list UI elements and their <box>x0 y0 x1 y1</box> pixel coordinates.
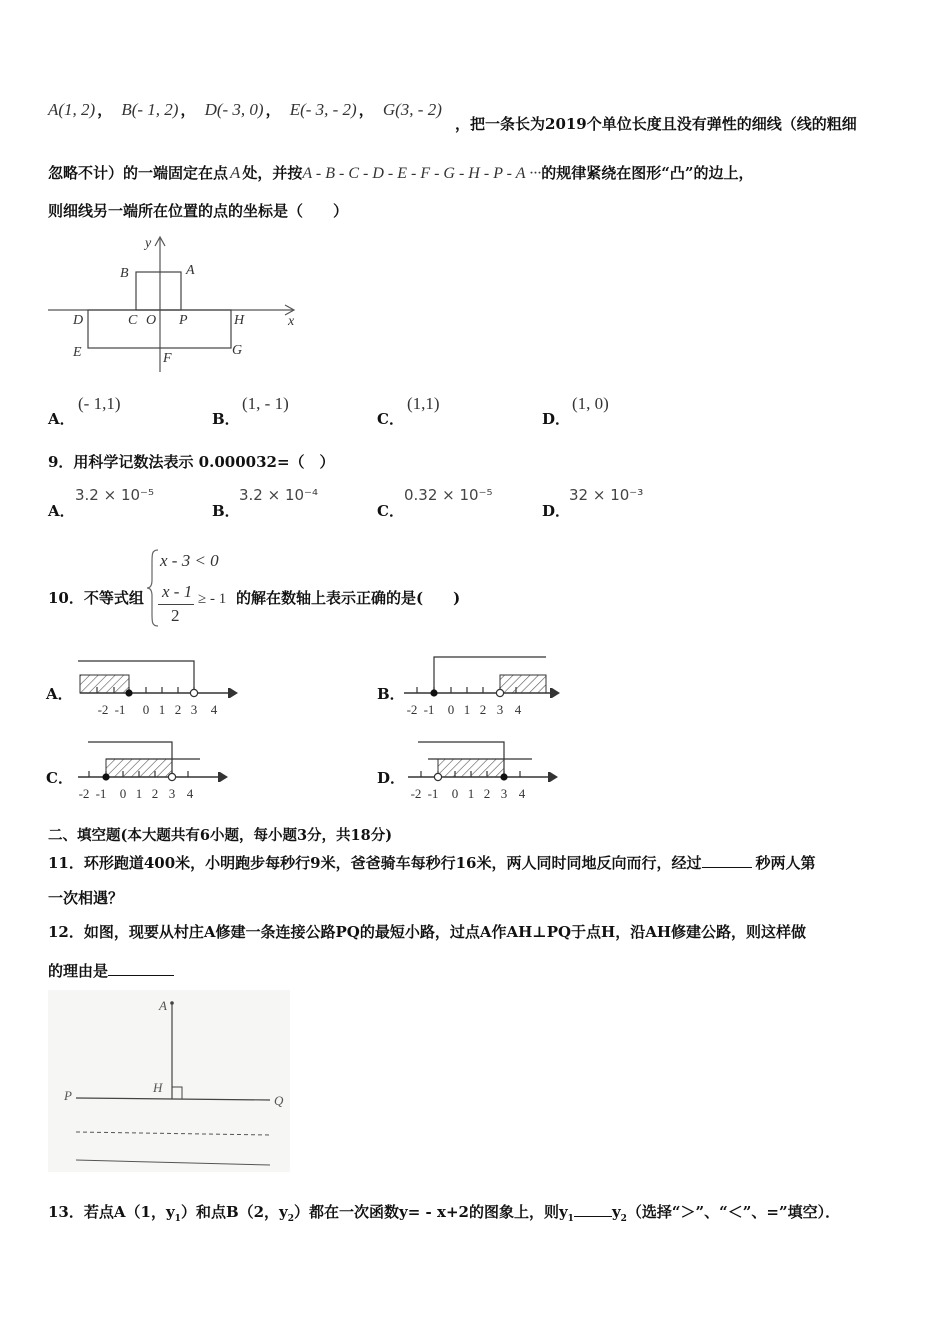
svg-text:2: 2 <box>174 702 182 717</box>
svg-text:-2: -2 <box>406 702 418 717</box>
point-D: D(- 3, 0) <box>204 100 264 119</box>
q10-frac-num: x - 1 <box>162 582 193 601</box>
label-q: Q <box>274 1093 284 1108</box>
q8-figure <box>48 230 308 380</box>
svg-text:-1: -1 <box>423 702 435 717</box>
q10-numberline-d <box>400 736 570 806</box>
label-G: G <box>232 343 243 358</box>
label-O: O <box>146 313 157 328</box>
svg-text:2: 2 <box>151 786 159 801</box>
q12-line2: 的理由是 <box>48 959 174 981</box>
q8-line1: A(1, 2) ， B(- 1, 2) ， D(- 3, 0) ， E(- 3, - 2) ， G(3, - 2) <box>48 100 442 119</box>
svg-text:-1: -1 <box>427 786 439 801</box>
section2-title: 二、填空题(本大题共有6小题，每小题3分，共18分) <box>48 827 393 844</box>
label-x: x <box>288 314 295 329</box>
q10-suffix: 的解在数轴上表示正确的是( ) <box>236 589 461 607</box>
label-h: H <box>153 1080 163 1095</box>
svg-text:3: 3 <box>500 786 508 801</box>
label-P: P <box>179 313 188 328</box>
q10-option-d-label[interactable]: D． <box>377 769 406 787</box>
svg-text:-2: -2 <box>78 786 90 801</box>
svg-text:4: 4 <box>518 786 526 801</box>
q13-line: 13．若点A（1，$y_1$）和点B（2，$y_2$）都在一次函数y= - x+2的图象上，则$y_1$ $y_2$（选择“＞”、“＜”、=”填空）． <box>48 1203 841 1224</box>
q11-line1: 11．环形跑道400米，小明跑步每秒行9米，爸爸骑车每秒行16米，两人同时同地反向而行，经过 秒两人第 <box>48 851 816 873</box>
svg-text:1: 1 <box>467 786 475 801</box>
q10-frac-den: 2 <box>171 606 180 625</box>
upper-rect <box>136 272 181 310</box>
q12-line1: 12．如图，现要从村庄A修建一条连接公路PQ的最短小路，过点A作AH⊥PQ于点H，沿AH修建公路，则这样做 <box>48 923 807 941</box>
q10-ineq2-rhs: ≥ - 1 <box>198 591 227 607</box>
point-B: B(- 1, 2) <box>121 100 179 119</box>
label-H: H <box>234 313 245 328</box>
point-A: A(1, 2) <box>48 100 96 119</box>
label-a: A <box>159 998 167 1013</box>
svg-text:1: 1 <box>463 702 471 717</box>
svg-text:0: 0 <box>447 702 455 717</box>
svg-text:1: 1 <box>135 786 143 801</box>
svg-text:-2: -2 <box>410 786 422 801</box>
q8-line2: 忽略不计）的一端固定在点 A 处，并按A - B - C - D - E - F - G - H - P - A ···的规律紧绕在图形“凸”的边上， <box>48 163 754 182</box>
svg-text:4: 4 <box>514 702 522 717</box>
svg-text:1: 1 <box>158 702 166 717</box>
label-F: F <box>163 351 172 366</box>
point-E: E(- 3, - 2) <box>289 100 357 119</box>
q9-stem: 9．用科学记数法表示 0.000032=（ ） <box>48 453 335 471</box>
label-A: A <box>186 263 195 278</box>
svg-text:4: 4 <box>210 702 218 717</box>
label-D: D <box>73 313 84 328</box>
q8-line1-text: ，把一条长为2019个单位长度且没有弹性的细线（线的粗细 <box>455 115 857 133</box>
label-E: E <box>73 345 82 360</box>
q10-numberline-c <box>70 736 240 806</box>
svg-text:-2: -2 <box>97 702 109 717</box>
svg-text:2: 2 <box>479 702 487 717</box>
q10-prefix: 10．不等式组 <box>48 589 144 607</box>
q12-answer-blank[interactable] <box>108 959 174 976</box>
label-p: P <box>64 1088 72 1103</box>
label-C: C <box>128 313 138 328</box>
svg-text:2: 2 <box>483 786 491 801</box>
svg-text:0: 0 <box>142 702 150 717</box>
q11-line2: 一次相遇？ <box>48 889 124 907</box>
q10-option-b-label[interactable]: B． <box>377 685 405 703</box>
q11-answer-blank[interactable] <box>702 851 752 868</box>
q10-system-brace <box>146 548 160 628</box>
q8-line3: 则细线另一端所在位置的点的坐标是（ ） <box>48 202 349 220</box>
q10-option-c-label[interactable]: C． <box>46 769 73 787</box>
q10-option-a-label[interactable]: A． <box>46 685 73 703</box>
label-y: y <box>145 236 152 251</box>
q10-ineq1: x - 3 < 0 <box>160 551 219 570</box>
svg-text:-1: -1 <box>95 786 107 801</box>
point-G: G(3, - 2) <box>382 100 442 119</box>
svg-text:3: 3 <box>190 702 198 717</box>
svg-text:-1: -1 <box>114 702 126 717</box>
q10-frac-bar <box>158 604 194 605</box>
label-B: B <box>120 266 129 281</box>
svg-text:0: 0 <box>119 786 127 801</box>
q13-answer-blank[interactable] <box>574 1202 612 1217</box>
svg-text:3: 3 <box>168 786 176 801</box>
svg-text:0: 0 <box>451 786 459 801</box>
svg-text:3: 3 <box>496 702 504 717</box>
svg-text:4: 4 <box>186 786 194 801</box>
q10-numberline-b <box>400 652 570 722</box>
q10-numberline-a <box>70 652 240 722</box>
q12-figure <box>48 990 290 1172</box>
